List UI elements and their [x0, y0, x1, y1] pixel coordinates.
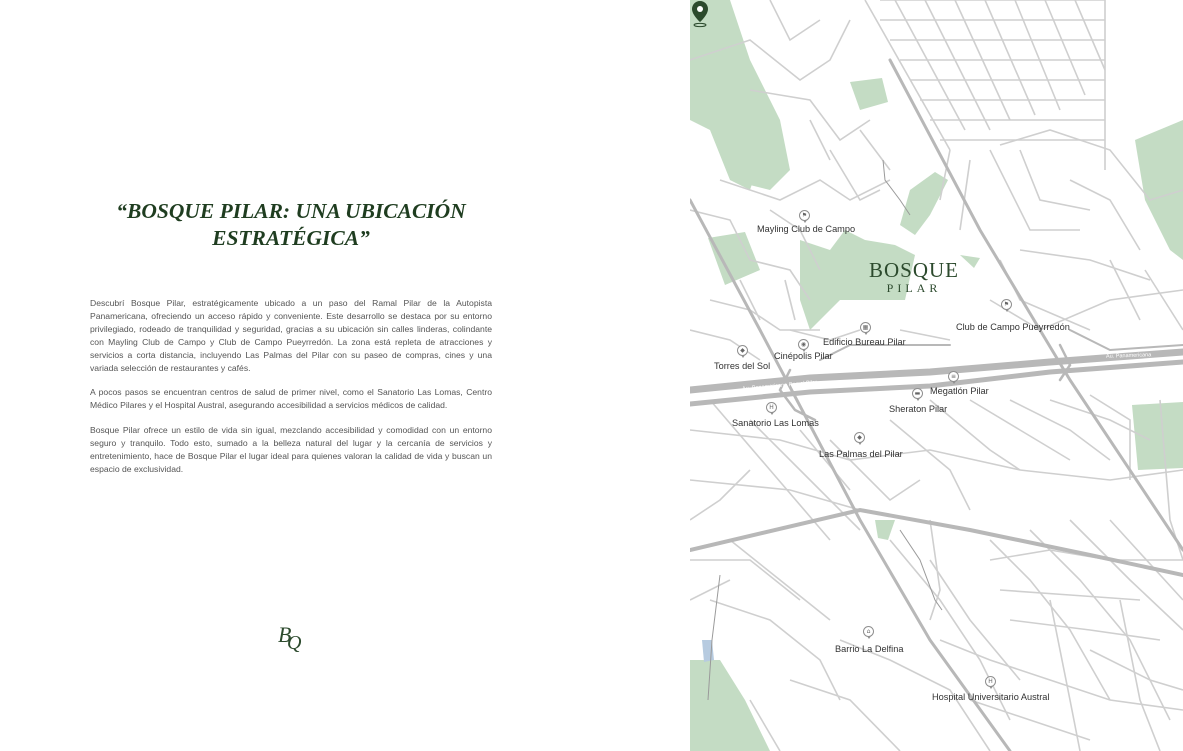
brand-name-line2: PILAR [886, 281, 942, 295]
gym-icon: ≡ [948, 371, 959, 382]
paragraph-health: A pocos pasos se encuentran centros de salud de primer nivel, como el Sanatorio Las Lomas, Centro Médico Pilares y el Hospital Austral, asegurando accesibilidad a servicios médicos de calidad. [90, 387, 492, 411]
cinema-icon: ◉ [798, 339, 809, 350]
paragraph-lifestyle: Bosque Pilar ofrece un estilo de vida sin igual, mezclando accesibilidad y comodidad con un entorno seguro y tranquilo. Todo esto, sumado a la belleza natural del lugar y la cercanía de servicios y entretenimiento, hace de Bosque Pilar el lugar ideal para quienes valoran la calidad de vida y buscan un espacio de exclusividad. [90, 425, 492, 474]
location-map [690, 0, 1183, 751]
green-areas [690, 0, 1183, 751]
body-text [90, 297, 492, 488]
building-icon: ▦ [860, 322, 871, 333]
road-label-ramal-pilar: Au. Panamericana Ramal Pilar [741, 379, 818, 393]
road-label-panamericana: Au. Panamericana [1105, 352, 1152, 360]
monogram-letter-q: Q [287, 632, 302, 654]
golf-flag-icon: ⚑ [1001, 299, 1012, 310]
shopping-icon: ◆ [737, 345, 748, 356]
poi-edificio-bureau-pilar: Edificio Bureau Pilar [823, 337, 906, 347]
shopping-icon: ◆ [854, 432, 865, 443]
poi-las-palmas-del-pilar: Las Palmas del Pilar [819, 449, 903, 459]
poi-cinepolis-pilar: Cinépolis Pilar [774, 351, 833, 361]
poi-hospital-universitario-austral: Hospital Universitario Austral [932, 692, 1050, 702]
monogram-letter-b: B [278, 622, 292, 647]
bosque-pilar-logo [862, 259, 966, 295]
golf-flag-icon: ⚑ [799, 210, 810, 221]
poi-sheraton-pilar: Sheraton Pilar [889, 404, 948, 414]
map-streets [690, 0, 1183, 751]
paragraph-location: Descubrí Bosque Pilar, estratégicamente ubicado a un paso del Ramal Pilar de la Autopista Panamericana, ofreciendo un acceso rápido y conveniente. Este desarrollo se destaca por su entorno privilegiado, rodeado de tranquilidad y seguridad, gracias a su ubicación sin calles linderas, colindante con Mayling Club de Campo y Club de Campo Pueyrredón. La zona está repleta de atracciones y servicios a corta distancia, incluyendo Las Palmas del Pilar con su paseo de compras, cines y una variada selección de restaurantes y cafés. [90, 298, 492, 373]
poi-club-de-campo-pueyrredon: Club de Campo Pueyrredón [956, 322, 1070, 332]
location-pin-icon [690, 0, 710, 28]
page-headline: “BOSQUE PILAR: UNA UBICACIÓN ESTRATÉGICA” [116, 199, 466, 250]
hotel-icon: ▬ [912, 388, 923, 399]
poi-barrio-la-delfina: Barrio La Delfina [835, 644, 904, 654]
brand-name-line1: BOSQUE [868, 258, 959, 282]
poi-mayling-club-de-campo: Mayling Club de Campo [757, 224, 856, 234]
poi-sanatorio-las-lomas: Sanatorio Las Lomas [732, 418, 819, 428]
poi-megatlon-pilar: Megatlón Pilar [930, 386, 989, 396]
bq-monogram-logo [270, 620, 310, 660]
neighborhood-icon: ⌂ [863, 626, 874, 637]
poi-torres-del-sol: Torres del Sol [714, 361, 771, 371]
hospital-icon: H [766, 402, 777, 413]
hospital-icon: H [985, 676, 996, 687]
